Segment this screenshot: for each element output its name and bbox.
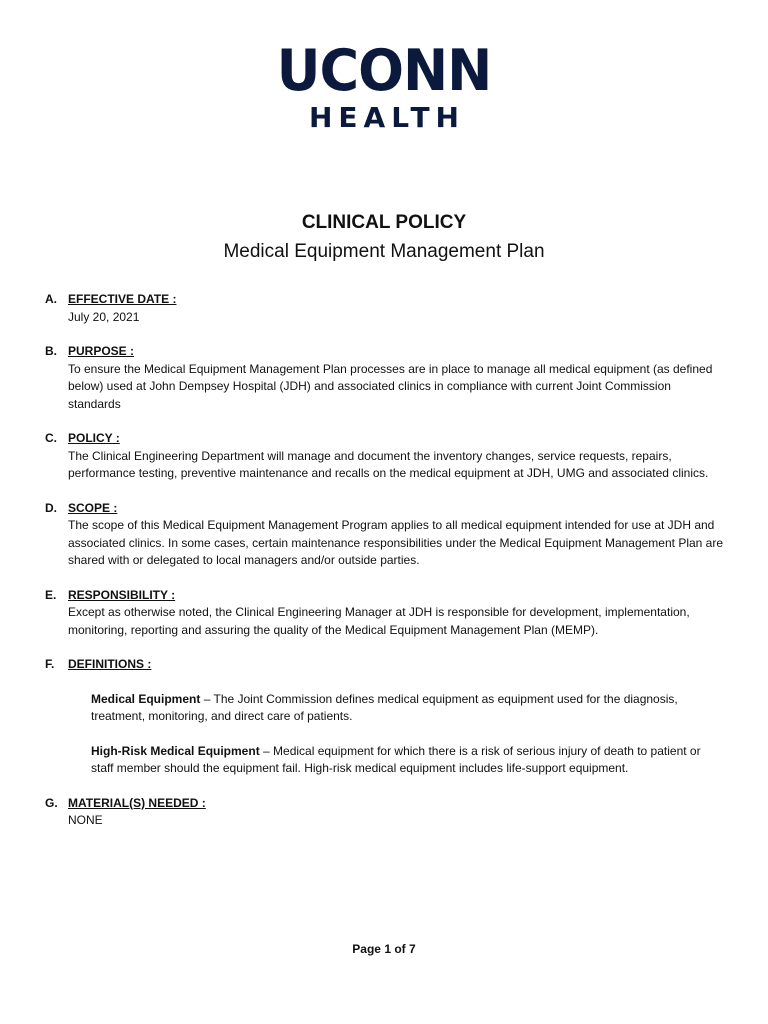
section-body: The scope of this Medical Equipment Management Program applies to all medical equipment intended for use at JDH and associated clinics. In some cases, certain maintenance responsibilities under the Medical Equipment Management Plan are shared with or delegated to local managers and/or outside parties. [68,518,724,567]
definition-term: Medical Equipment [91,691,201,706]
section-body: Except as otherwise noted, the Clinical Engineering Manager at JDH is responsible for development, implementation, monitoring, reporting and assuring the quality of the Medical Equipment Management Plan (MEMP). [68,605,690,637]
section-effective-date [45,291,725,326]
section-letter: C. [45,431,57,445]
page-total: 7 [409,942,416,956]
section-heading: DEFINITIONS : [68,657,152,671]
section-body: NONE [68,813,103,827]
document-subtitle: Medical Equipment Management Plan [223,241,545,262]
section-letter: G. [45,795,58,810]
uconn-health-logo [0,37,768,134]
document-title: CLINICAL POLICY [301,212,467,233]
section-body: July 20, 2021 [68,309,140,324]
section-letter: F. [45,657,55,671]
section-purpose [45,343,725,413]
logo-subtext: HEALTH [309,101,465,134]
section-policy [45,430,725,483]
section-heading: RESPONSIBILITY : [68,587,176,602]
section-letter: D. [45,500,57,515]
section-heading: PURPOSE : [68,344,135,358]
section-heading: EFFECTIVE DATE : [68,292,177,306]
section-scope [45,500,725,570]
section-heading: POLICY : [68,431,120,445]
definition-item [91,691,725,726]
section-heading: MATERIAL(S) NEEDED : [68,795,206,810]
section-materials-needed [45,795,725,830]
section-definitions [45,656,725,778]
definition-text: – The Joint Commission defines medical equipment as equipment used for the diagnosis, treatment, monitoring, and direct care of patients. [91,691,678,723]
page-label: Page [352,942,381,956]
policy-sections [45,291,725,830]
definition-text: – Medical equipment for which there is a risk of serious injury of death to patient or staff member should the equipment fail. High-risk medical equipment includes life-support equipment. [91,743,701,775]
section-responsibility [45,587,725,640]
section-letter: E. [45,587,57,602]
section-body: To ensure the Medical Equipment Management Plan processes are in place to manage all medical equipment (as defined below) used at John Dempsey Hospital (JDH) and associated clinics in compliance with current Joint Commission standards [68,361,713,411]
logo-wordmark: UCONN [276,37,492,104]
definitions-list [68,691,725,778]
definition-item [91,743,725,778]
section-letter: B. [45,344,57,358]
page-number: 1 [384,942,391,956]
page-of-label: of [394,942,406,956]
title-block [0,210,768,266]
definition-term: High-Risk Medical Equipment [91,743,260,758]
section-letter: A. [45,292,57,306]
section-heading: SCOPE : [68,500,118,515]
section-body: The Clinical Engineering Department will manage and document the inventory changes, service requests, repairs, performance testing, preventive maintenance and recalls on the medical equipment at JDH, UMG and associated clinics. [68,448,709,480]
page-footer [0,942,768,956]
